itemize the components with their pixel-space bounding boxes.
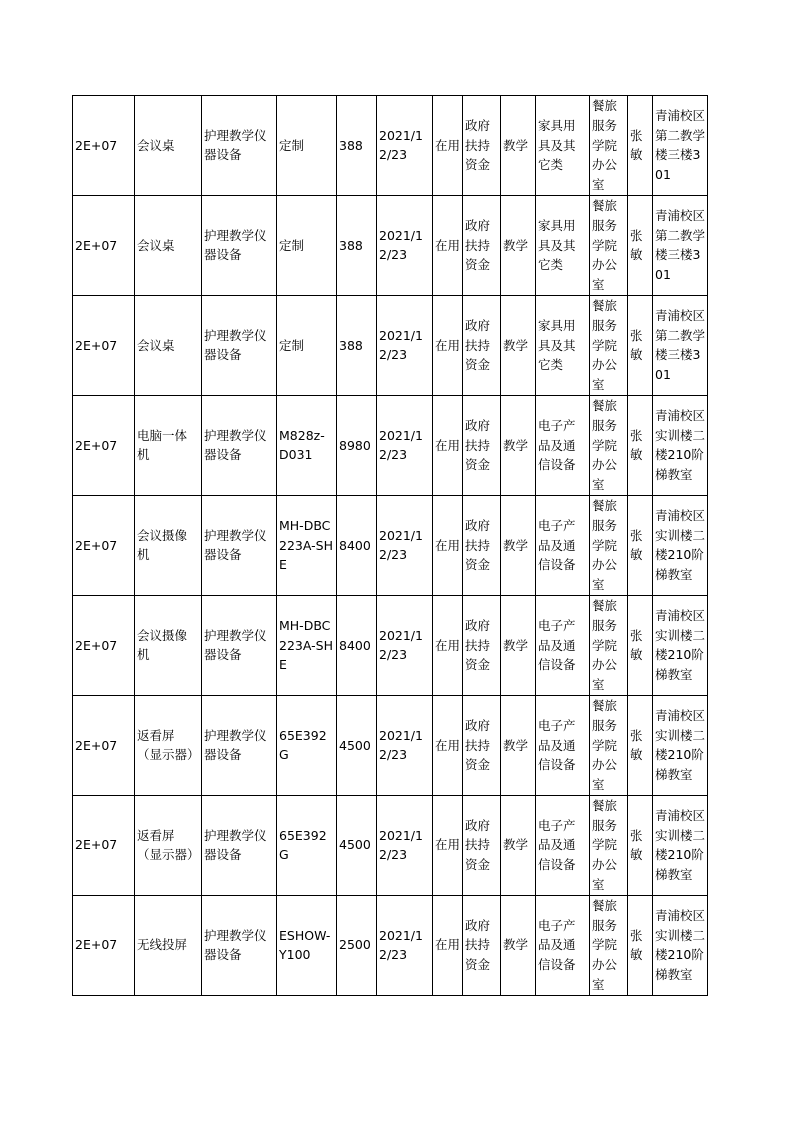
cell-dept: 餐旅服务学院办公室 — [590, 395, 628, 495]
cell-date: 2021/12/23 — [377, 695, 433, 795]
cell-location: 青浦校区实训楼二楼210阶梯教室 — [653, 695, 708, 795]
cell-name: 无线投屏 — [135, 895, 202, 995]
cell-status: 在用 — [433, 195, 463, 295]
cell-type: 电子产品及通信设备 — [536, 795, 590, 895]
cell-price: 8400 — [337, 495, 377, 595]
cell-status: 在用 — [433, 96, 463, 196]
cell-type: 家具用具及其它类 — [536, 195, 590, 295]
cell-name: 会议桌 — [135, 96, 202, 196]
cell-source: 政府扶持资金 — [463, 195, 501, 295]
cell-date: 2021/12/23 — [377, 96, 433, 196]
cell-date: 2021/12/23 — [377, 395, 433, 495]
cell-status: 在用 — [433, 795, 463, 895]
cell-keeper: 张敏 — [628, 96, 653, 196]
cell-code: 2E+07 — [73, 495, 135, 595]
cell-code: 2E+07 — [73, 795, 135, 895]
cell-type: 电子产品及通信设备 — [536, 495, 590, 595]
cell-location: 青浦校区第二教学楼三楼301 — [653, 295, 708, 395]
cell-category: 护理教学仪器设备 — [202, 695, 277, 795]
table-row — [73, 195, 708, 295]
cell-model: ESHOW-Y100 — [277, 895, 337, 995]
cell-keeper: 张敏 — [628, 395, 653, 495]
cell-status: 在用 — [433, 695, 463, 795]
cell-name: 会议桌 — [135, 295, 202, 395]
cell-category: 护理教学仪器设备 — [202, 195, 277, 295]
table-row — [73, 96, 708, 196]
cell-dept: 餐旅服务学院办公室 — [590, 895, 628, 995]
cell-price: 8400 — [337, 595, 377, 695]
cell-source: 政府扶持资金 — [463, 895, 501, 995]
cell-status: 在用 — [433, 495, 463, 595]
cell-keeper: 张敏 — [628, 295, 653, 395]
cell-use: 教学 — [501, 795, 536, 895]
cell-price: 388 — [337, 295, 377, 395]
cell-type: 电子产品及通信设备 — [536, 695, 590, 795]
cell-location: 青浦校区实训楼二楼210阶梯教室 — [653, 895, 708, 995]
cell-status: 在用 — [433, 895, 463, 995]
cell-location: 青浦校区第二教学楼三楼301 — [653, 195, 708, 295]
cell-category: 护理教学仪器设备 — [202, 96, 277, 196]
cell-model: MH-DBC223A-SHE — [277, 595, 337, 695]
cell-keeper: 张敏 — [628, 795, 653, 895]
cell-dept: 餐旅服务学院办公室 — [590, 795, 628, 895]
cell-name: 电脑一体机 — [135, 395, 202, 495]
cell-dept: 餐旅服务学院办公室 — [590, 195, 628, 295]
cell-type: 家具用具及其它类 — [536, 96, 590, 196]
cell-name: 会议摄像机 — [135, 495, 202, 595]
cell-use: 教学 — [501, 195, 536, 295]
cell-category: 护理教学仪器设备 — [202, 595, 277, 695]
cell-use: 教学 — [501, 895, 536, 995]
cell-use: 教学 — [501, 96, 536, 196]
cell-code: 2E+07 — [73, 295, 135, 395]
cell-keeper: 张敏 — [628, 195, 653, 295]
cell-type: 家具用具及其它类 — [536, 295, 590, 395]
cell-code: 2E+07 — [73, 695, 135, 795]
table-row — [73, 495, 708, 595]
cell-type: 电子产品及通信设备 — [536, 595, 590, 695]
cell-price: 4500 — [337, 795, 377, 895]
cell-use: 教学 — [501, 395, 536, 495]
cell-keeper: 张敏 — [628, 895, 653, 995]
cell-source: 政府扶持资金 — [463, 795, 501, 895]
cell-price: 4500 — [337, 695, 377, 795]
cell-code: 2E+07 — [73, 595, 135, 695]
cell-use: 教学 — [501, 595, 536, 695]
cell-category: 护理教学仪器设备 — [202, 495, 277, 595]
cell-date: 2021/12/23 — [377, 895, 433, 995]
cell-type: 电子产品及通信设备 — [536, 895, 590, 995]
cell-dept: 餐旅服务学院办公室 — [590, 495, 628, 595]
cell-code: 2E+07 — [73, 395, 135, 495]
cell-date: 2021/12/23 — [377, 795, 433, 895]
cell-source: 政府扶持资金 — [463, 96, 501, 196]
cell-use: 教学 — [501, 495, 536, 595]
cell-dept: 餐旅服务学院办公室 — [590, 695, 628, 795]
cell-source: 政府扶持资金 — [463, 695, 501, 795]
cell-model: M828z-D031 — [277, 395, 337, 495]
asset-table — [72, 95, 708, 996]
cell-name: 会议摄像机 — [135, 595, 202, 695]
cell-keeper: 张敏 — [628, 695, 653, 795]
cell-code: 2E+07 — [73, 195, 135, 295]
cell-category: 护理教学仪器设备 — [202, 895, 277, 995]
cell-model: 65E392G — [277, 795, 337, 895]
table-row — [73, 695, 708, 795]
cell-name: 会议桌 — [135, 195, 202, 295]
cell-source: 政府扶持资金 — [463, 495, 501, 595]
cell-dept: 餐旅服务学院办公室 — [590, 295, 628, 395]
table-row — [73, 895, 708, 995]
cell-model: 65E392G — [277, 695, 337, 795]
table-row — [73, 795, 708, 895]
cell-model: MH-DBC223A-SHE — [277, 495, 337, 595]
cell-category: 护理教学仪器设备 — [202, 395, 277, 495]
cell-keeper: 张敏 — [628, 595, 653, 695]
cell-date: 2021/12/23 — [377, 595, 433, 695]
cell-date: 2021/12/23 — [377, 295, 433, 395]
cell-category: 护理教学仪器设备 — [202, 295, 277, 395]
cell-status: 在用 — [433, 395, 463, 495]
cell-code: 2E+07 — [73, 96, 135, 196]
cell-price: 388 — [337, 195, 377, 295]
cell-status: 在用 — [433, 595, 463, 695]
cell-location: 青浦校区实训楼二楼210阶梯教室 — [653, 495, 708, 595]
cell-status: 在用 — [433, 295, 463, 395]
cell-use: 教学 — [501, 295, 536, 395]
table-row — [73, 295, 708, 395]
cell-price: 388 — [337, 96, 377, 196]
cell-date: 2021/12/23 — [377, 195, 433, 295]
table-row — [73, 395, 708, 495]
cell-name: 返看屏（显示器） — [135, 795, 202, 895]
cell-model: 定制 — [277, 96, 337, 196]
cell-keeper: 张敏 — [628, 495, 653, 595]
cell-model: 定制 — [277, 295, 337, 395]
cell-dept: 餐旅服务学院办公室 — [590, 96, 628, 196]
cell-price: 8980 — [337, 395, 377, 495]
cell-use: 教学 — [501, 695, 536, 795]
cell-dept: 餐旅服务学院办公室 — [590, 595, 628, 695]
cell-location: 青浦校区第二教学楼三楼301 — [653, 96, 708, 196]
cell-model: 定制 — [277, 195, 337, 295]
cell-category: 护理教学仪器设备 — [202, 795, 277, 895]
cell-code: 2E+07 — [73, 895, 135, 995]
cell-price: 2500 — [337, 895, 377, 995]
cell-date: 2021/12/23 — [377, 495, 433, 595]
cell-source: 政府扶持资金 — [463, 295, 501, 395]
table-body — [73, 96, 708, 996]
cell-location: 青浦校区实训楼二楼210阶梯教室 — [653, 395, 708, 495]
cell-location: 青浦校区实训楼二楼210阶梯教室 — [653, 795, 708, 895]
cell-type: 电子产品及通信设备 — [536, 395, 590, 495]
cell-source: 政府扶持资金 — [463, 595, 501, 695]
table-row — [73, 595, 708, 695]
cell-source: 政府扶持资金 — [463, 395, 501, 495]
cell-location: 青浦校区实训楼二楼210阶梯教室 — [653, 595, 708, 695]
cell-name: 返看屏（显示器） — [135, 695, 202, 795]
